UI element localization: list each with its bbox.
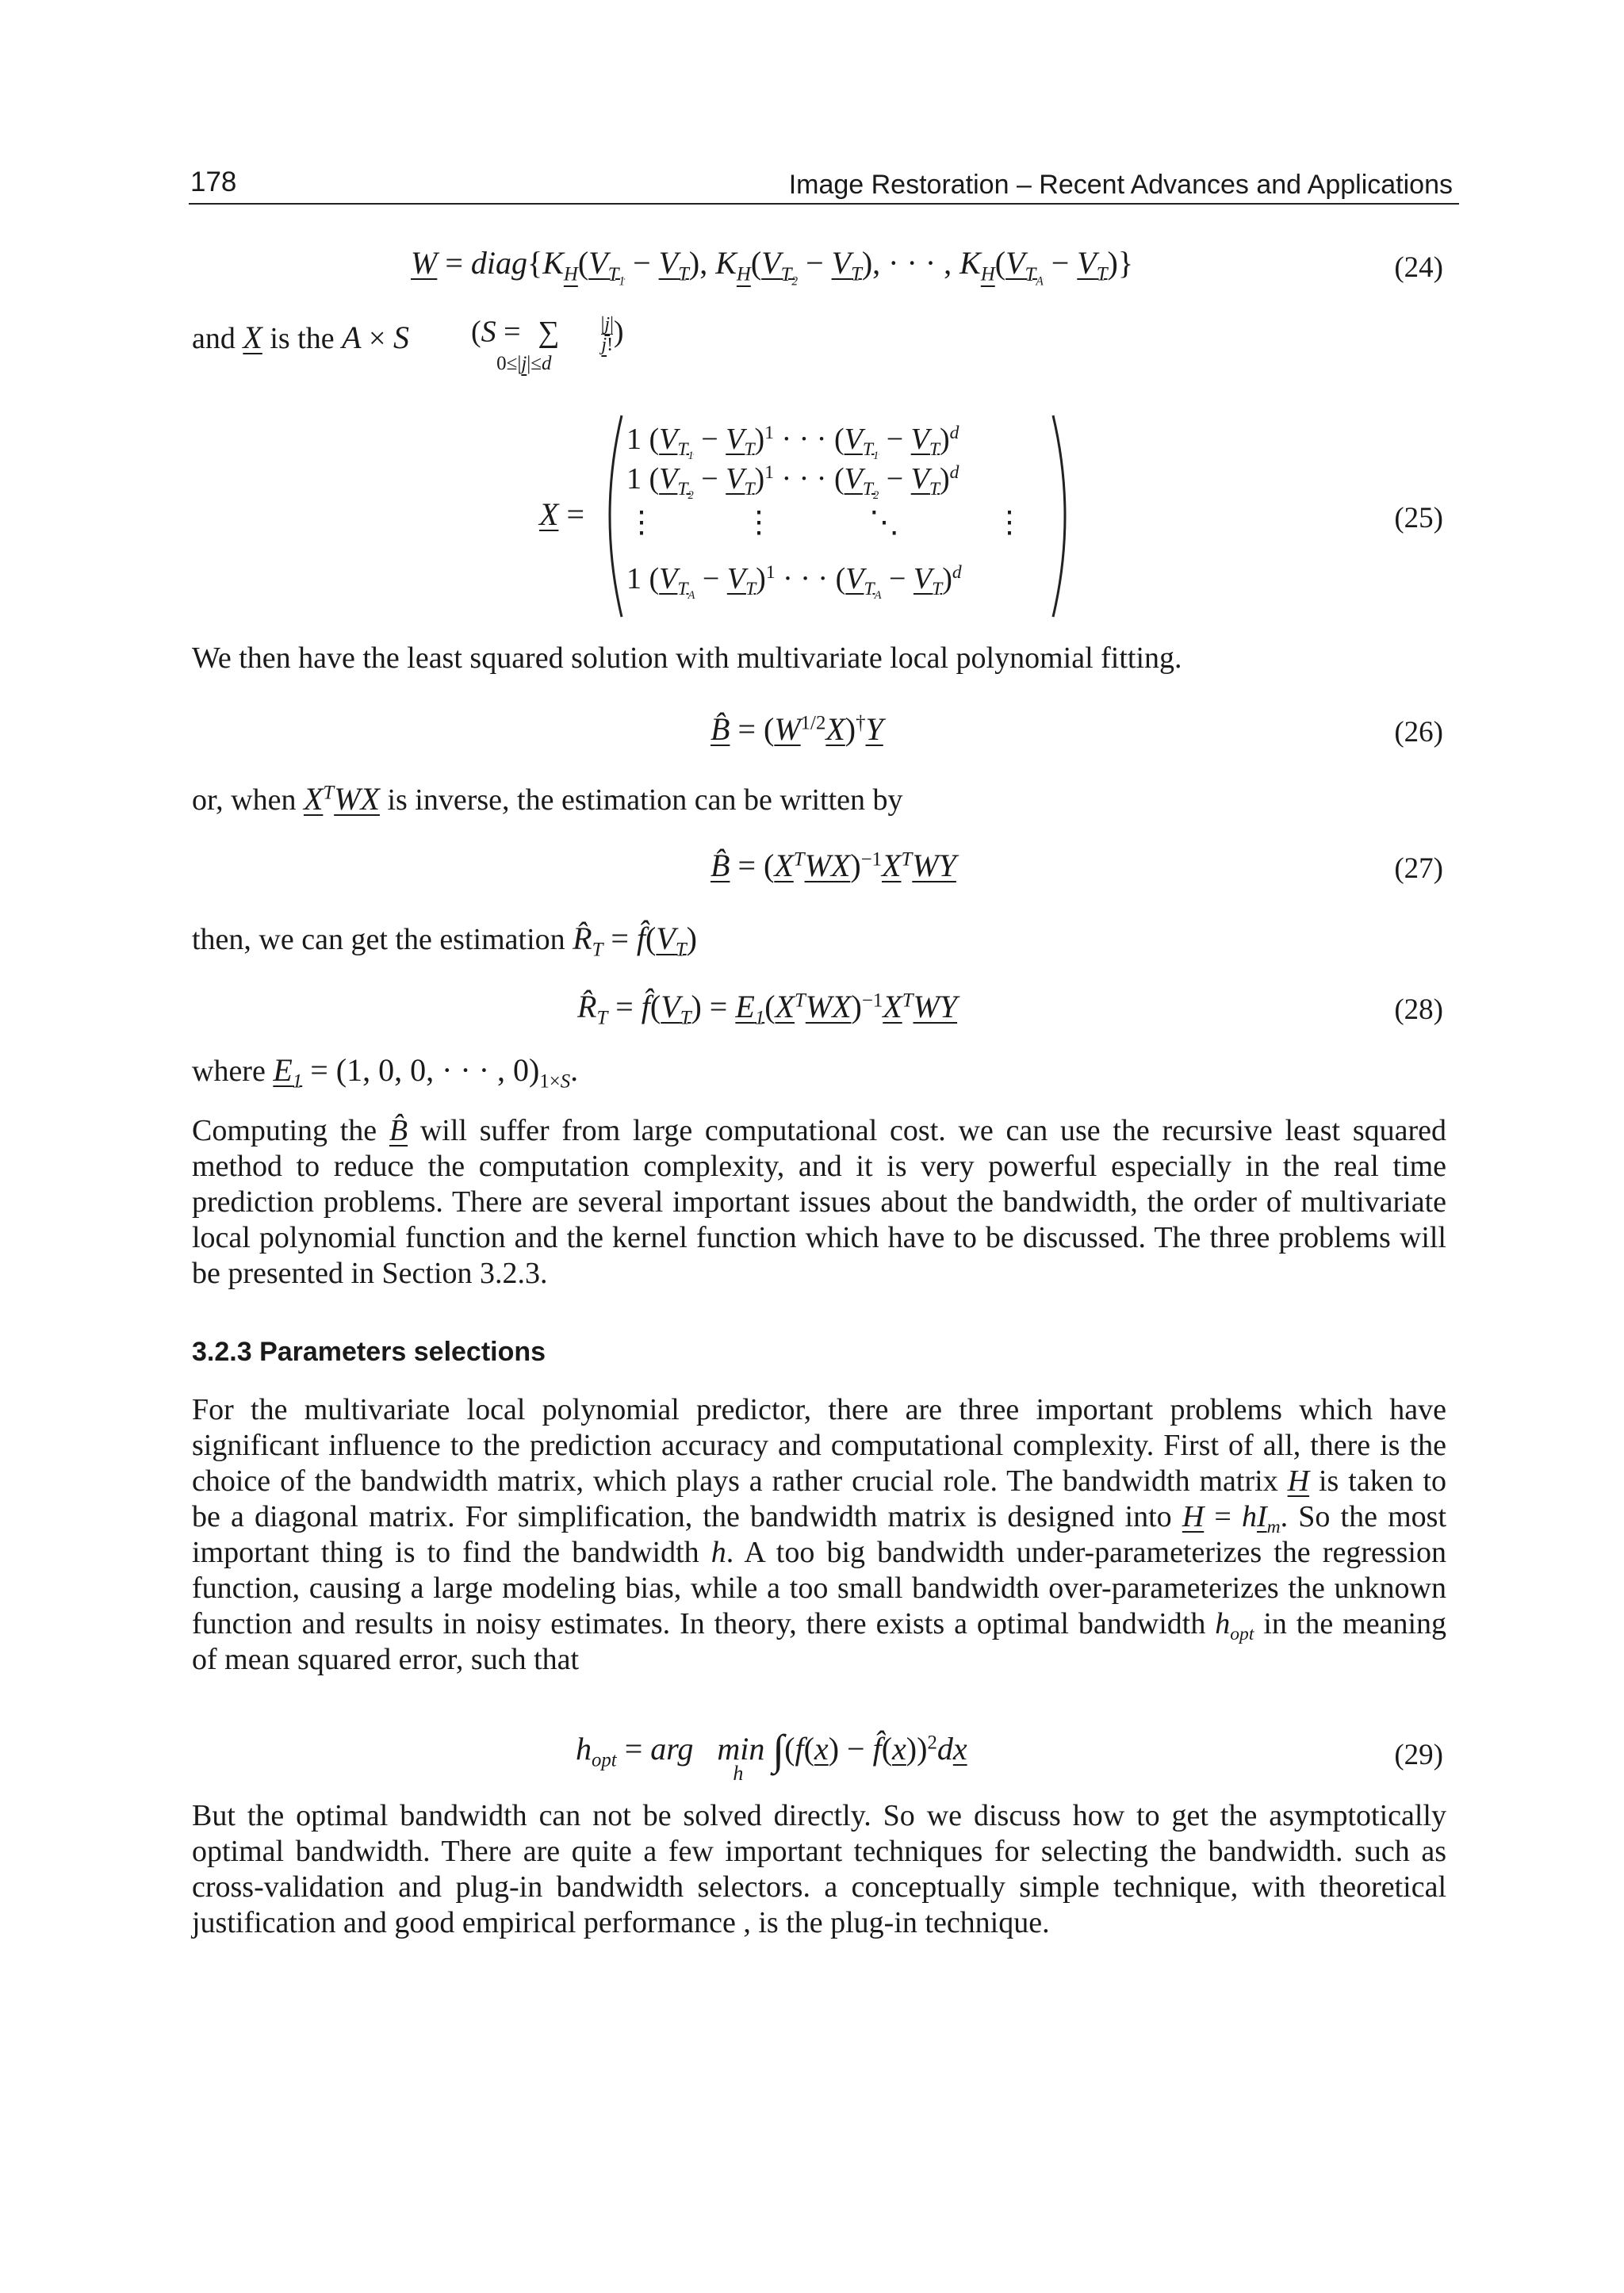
parameters-paragraph: For the multivariate local polynomial predictor, there are three important problems which have significant influence to the prediction accuracy and computational complexity. First of all, there is the choice of the bandwidth matrix, which plays a rather crucial role. The bandwidth matrix H is taken to be a diagonal matrix. For simplification, the bandwidth matrix is designed into $H = hI_m$. So the most important thing is to find the bandwidth h. A too big bandwidth under-parameterizes the regression function, causing a large modeling bias, while a too small bandwidth over-parameterizes the unknown function and results in noisy estimates. In theory, there exists a optimal bandwidth $h_{opt}$ in the meaning of mean squared error, such that <box>192 1393 1447 1676</box>
equation-26: B̂ = $(W^{1/2}X)^\dagger Y$ <box>710 711 883 747</box>
optimal-bandwidth-paragraph: But the optimal bandwidth can not be solved directly. So we discuss how to get the asymptotically optimal bandwidth. There are quite a few important techniques for selecting the bandwidth. such as cross-validation and plug-in bandwidth selectors. a conceptually simple technique, with theoretical justification and good empirical performance , is the plug-in technique. <box>192 1799 1446 1939</box>
matrix-row-2: 1 $(V_{T_2} - V_T)^1$ · · · $(V_{T_2} - V_T)^d$ <box>626 462 959 503</box>
where-line: where $E_1 = (1$, 0, 0, · · · , $0)_{1\times S}$. <box>192 1052 579 1093</box>
computing-paragraph: Computing the B̂ will suffer from large computational cost. we can use the recursive least squared method to reduce the computation complexity, and it is very powerful especially in the real time prediction problems. There are several important issues about the bandwidth, the order of multivariate local polynomial function and the kernel function which have to be discussed. The three problems will be presented in Section 3.2.3. <box>192 1114 1447 1290</box>
equation-28: $R̂_T$ = $f̂(V_T) = E_1(X^TWX)^{-1}X^TWY$ <box>577 989 958 1029</box>
equation-number-28: (28) <box>1394 993 1443 1026</box>
section-heading: 3.2.3 Parameters selections <box>192 1337 546 1367</box>
x-definition-line: and X is the A × S <box>192 320 409 355</box>
least-squares-intro: We then have the least squared solution with multivariate local polynomial fitting. <box>192 641 1182 675</box>
right-paren <box>1048 412 1080 620</box>
page-number: 178 <box>190 167 237 197</box>
then-line: then, we can get the estimation $R̂_T$ = $f̂(V_T)$ <box>192 921 697 961</box>
equation-number-24: (24) <box>1394 251 1443 284</box>
equation-number-25: (25) <box>1394 502 1443 534</box>
matrix-row-1: 1 $(V_{T_1} - V_T)^1$ · · · $(V_{T_1} - V_T)^d$ <box>626 423 959 463</box>
or-when-line: or, when $X^TWX$ is inverse, the estimation can be written by <box>192 781 903 817</box>
equation-27: B̂ = $(X^TWX)^{-1}X^TWY$ <box>710 848 956 883</box>
s-summation: (S = ∑ 0≤|j|≤d |j| j!) <box>471 314 624 374</box>
equation-number-29: (29) <box>1394 1739 1443 1771</box>
matrix-row-3: ⋮ ⋮ ⋱ ⋮ <box>626 506 1025 539</box>
equation-number-27: (27) <box>1394 852 1443 885</box>
running-title: Image Restoration – Recent Advances and Applications <box>788 170 1453 200</box>
running-header <box>189 167 1459 205</box>
equation-number-26: (26) <box>1394 716 1443 748</box>
matrix-label: X = <box>539 496 584 532</box>
equation-29: $h_{opt}$ = arg min h ∫(f(x) − f̂(x))$^2$dx <box>576 1726 967 1785</box>
matrix-row-4: 1 $(V_{T_A} - V_T)^1$ · · · $(V_{T_A} - V_T)^d$ <box>626 562 962 603</box>
equation-24: $W = diag\{K_H(V_{T_1} - V_T)$, $K_H(V_{T_2} - V_T)$, · · · , $K_H(V_{T_A} - V_T)$} <box>411 245 1134 289</box>
left-paren <box>595 412 626 620</box>
